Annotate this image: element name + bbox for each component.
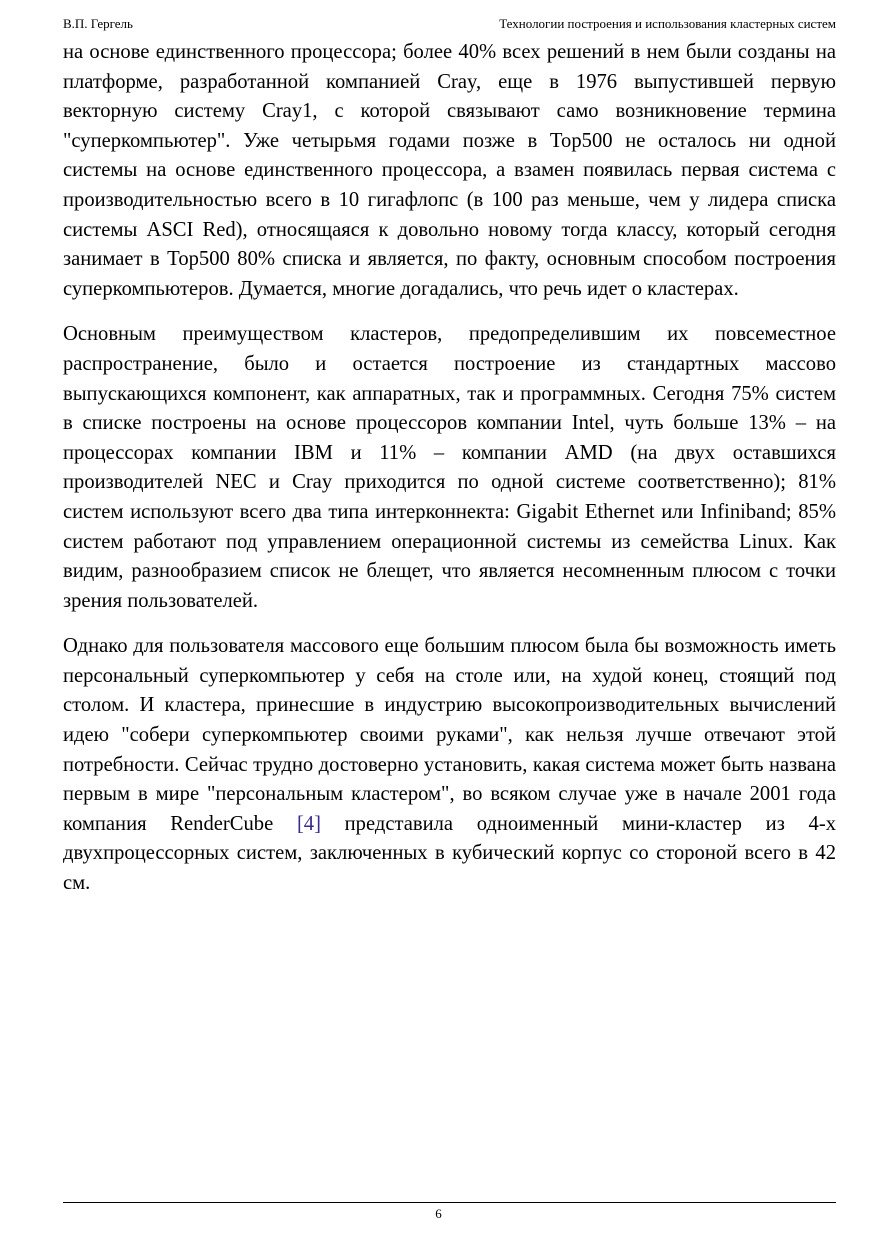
header-author: В.П. Гергель [63,16,133,31]
paragraph-1: на основе единственного процессора; более 40% всех решений в нем были созданы на платформе, разработанной компанией Cray, еще в 1976 выпустившей первую векторную систему Cray1, с которой связывают само возникновение термина "суперкомпьютер". Уже четырьмя годами позже в Top500 не осталось ни одной системы на основе единственного процессора, а взамен появилась первая система с производительностью всего в 10 гигафлопс (в 100 раз меньше, чем у лидера списка системы ASCI Red), относящаяся к довольно новому тогда классу, который сегодня занимает в Top500 80% списка и является, по факту, основным способом построения суперкомпьютеров. Думается, многие догадались, что речь идет о кластерах. [63,41,836,300]
header-title: Технологии построения и использования кластерных систем [499,16,836,31]
running-header [63,15,836,33]
footer-rule [63,1202,836,1203]
paragraph-3-text-b: представила одноименный мини-кластер из 4-х двухпроцессорных систем, заключенных в кубический корпус со стороной всего в 42 см. [63,812,836,895]
body-text [63,38,836,915]
paragraph-2: Основным преимуществом кластеров, предопределившим их повсеместное распространение, было и остается построение из стандартных массово выпускающихся компонент, как аппаратных, так и программных. Сегодня 75% систем в списке построены на основе процессоров компании Intel, чуть больше 13% – на процессорах компании IBM и 11% – компании AMD (на двух оставшихся производителей NEC и Cray приходится по одной системе соответственно); 81% систем используют всего два типа интерконнекта: Gigabit Ethernet или Infiniband; 85% систем работают под управлением операционной системы из семейства Linux. Как видим, разнообразием список не блещет, что является несомненным плюсом с точки зрения пользователей. [63,323,836,612]
reference-link-4[interactable]: [4] [296,812,321,835]
paragraph-3 [63,632,836,898]
paragraph-3-text-a: Однако для пользователя массового еще большим плюсом была бы возможность иметь персональный суперкомпьютер у себя на столе или, на худой конец, стоящий под столом. И кластера, принесшие в индустрию высокопроизводительных вычислений идею "собери суперкомпьютер своими руками", как нельзя лучше отвечают этой потребности. Сейчас трудно достоверно установить, какая система может быть названа первым в мире "персональным кластером", во всяком случае уже в начале 2001 года компания RenderCube [63,635,836,835]
page-number: 6 [435,1206,442,1221]
